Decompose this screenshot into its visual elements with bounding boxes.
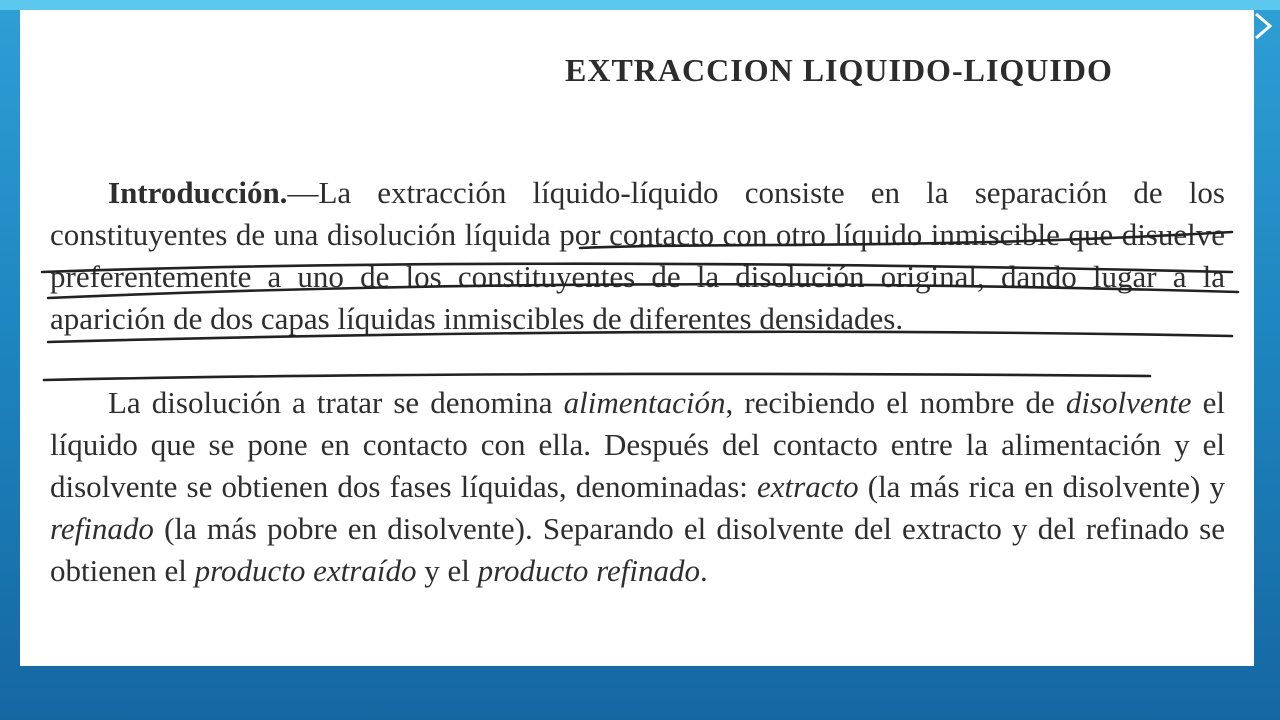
intro-end: . <box>895 301 904 336</box>
body-paragraph <box>50 382 1225 592</box>
term-disolvente: disolvente <box>1065 385 1192 420</box>
intro-text: —La extracción líquido-líquido consiste en la separación de los constituyentes de <box>50 175 1225 252</box>
intro-lead: Introducción. <box>108 175 288 210</box>
document-heading: EXTRACCION LIQUIDO-LIQUIDO <box>565 52 1113 88</box>
term-producto-extraido: producto extraído <box>194 553 417 588</box>
body-text: . <box>700 553 708 588</box>
term-refinado: refinado <box>50 511 154 546</box>
body-text: (la más rica en disolvente) y <box>858 469 1225 504</box>
scanned-page <box>20 10 1254 666</box>
term-alimentacion: alimentación <box>563 385 726 420</box>
top-accent-band <box>0 0 1280 10</box>
body-text: (la más pobre en disolvente). Separando el disolvente del extracto y del refinado se obtienen el <box>50 511 1225 588</box>
body-text: , recibiendo el nombre de <box>725 385 1066 420</box>
body-text: y el <box>416 553 478 588</box>
underlined-definition: una disolución líquida por contacto con otro líquido inmiscible que disuelve preferentemente a uno de los constituyentes de la disolución original, dando lugar a la aparición de dos capas líquidas inmiscibles de diferentes densidades <box>50 217 1225 336</box>
chevron-right-icon <box>1252 12 1274 40</box>
body-text: La disolución a tratar se denomina <box>108 385 564 420</box>
term-producto-refinado: producto refinado <box>477 553 701 588</box>
term-extracto: extracto <box>757 469 859 504</box>
underline-stroke <box>44 374 1150 380</box>
intro-paragraph <box>50 172 1225 340</box>
body-text: el líquido que se pone en contacto con ella. Después del contacto entre la alimentación y el disolvente se obtienen dos fases líquidas, denominadas: <box>50 385 1225 504</box>
